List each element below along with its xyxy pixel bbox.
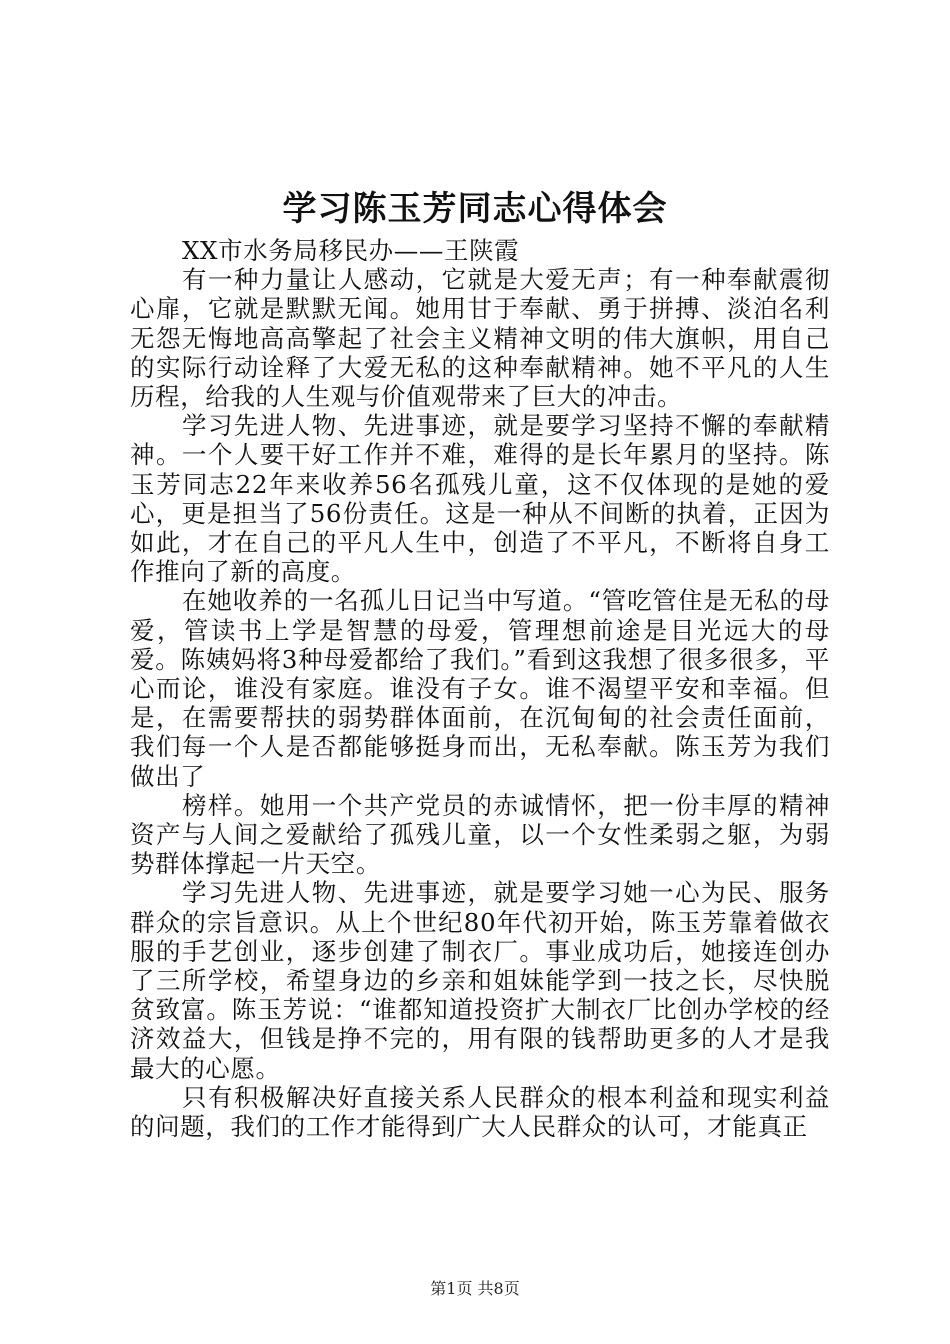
paragraph: 在她收养的一名孤儿日记当中写道。“管吃管住是无私的母爱，管读书上学是智慧的母爱，管理想前途是目光远大的母爱。陈姨妈将3种母爱都给了我们。”看到这我想了很多很多，平心而论，谁没有家庭。谁没有子女。谁不渴望平安和幸福。但是，在需要帮扶的弱势群体面前，在沉甸甸的社会责任面前，我们每一个人是否都能够挺身而出，无私奉献。陈玉芳为我们做出了: [130, 586, 830, 791]
document-body: [130, 236, 830, 1141]
paragraph: 榜样。她用一个共产党员的赤诚情怀，把一份丰厚的精神资产与人间之爱献给了孤残儿童，以一个女性柔弱之躯，为弱势群体撑起一片天空。: [130, 790, 830, 879]
paragraph: 学习先进人物、先进事迹，就是要学习坚持不懈的奉献精神。一个人要干好工作并不难，难得的是长年累月的坚持。陈玉芳同志22年来收养56名孤残儿童，这不仅体现的是她的爱心，更是担当了56份责任。这是一种从不间断的执着，正因为如此，才在自己的平凡人生中，创造了不平凡，不断将自身工作推向了新的高度。: [130, 411, 830, 587]
document-title: 学习陈玉芳同志心得体会: [282, 189, 668, 229]
page-footer: 第1页 共8页: [430, 1279, 520, 1298]
paragraph: 只有积极解决好直接关系人民群众的根本利益和现实利益的问题，我们的工作才能得到广大人民群众的认可，才能真正: [130, 1082, 830, 1142]
paragraph: 学习先进人物、先进事迹，就是要学习她一心为民、服务群众的宗旨意识。从上个世纪80年代初开始，陈玉芳靠着做衣服的手艺创业，逐步创建了制衣厂。事业成功后，她接连创办了三所学校，希望身边的乡亲和姐妹能学到一技之长，尽快脱贫致富。陈玉芳说：“谁都知道投资扩大制衣厂比创办学校的经济效益大，但钱是挣不完的，用有限的钱帮助更多的人才是我最大的心愿。: [130, 878, 830, 1083]
paragraph: 有一种力量让人感动，它就是大爱无声；有一种奉献震彻心扉，它就是默默无闻。她用甘于奉献、勇于拼搏、淡泊名利无怨无悔地高高擎起了社会主义精神文明的伟大旗帜，用自己的实际行动诠释了大爱无私的这种奉献精神。她不平凡的人生历程，给我的人生观与价值观带来了巨大的冲击。: [130, 265, 830, 412]
author-line: XX市水务局移民办——王陕霞: [182, 236, 520, 265]
